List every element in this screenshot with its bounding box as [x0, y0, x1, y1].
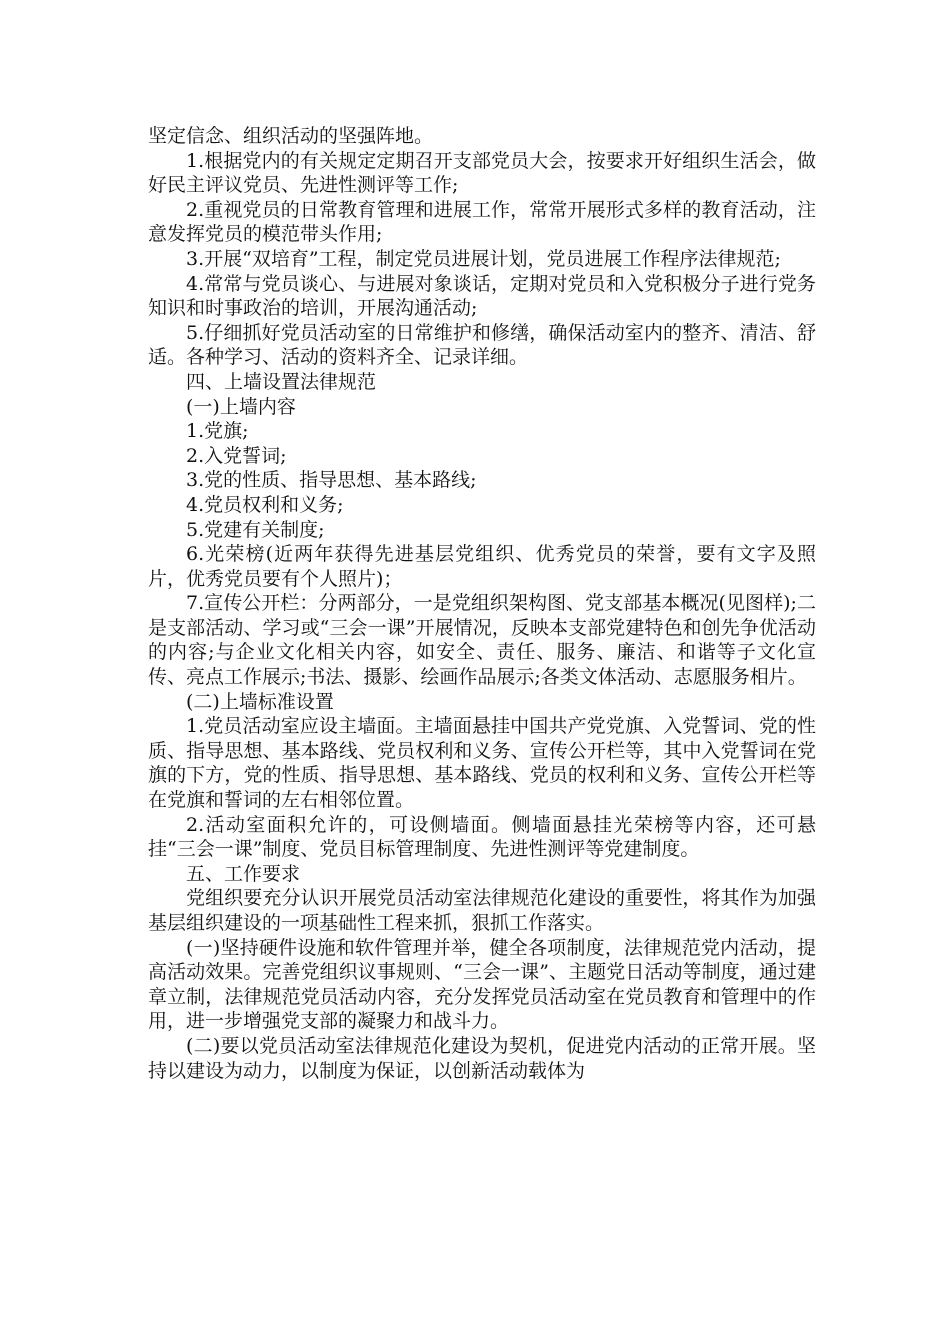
- paragraph-item-5-maintenance: 5.仔细抓好党员活动室的日常维护和修缮，确保活动室内的整齐、清洁、舒适。各种学习、活动的资料齐全、记录详细。: [148, 321, 816, 369]
- list-item-rights-duties: 4.党员权利和义务;: [186, 493, 344, 516]
- list-item-oath: 2.入党誓词;: [186, 444, 287, 467]
- paragraph-item-3-double-training: 3.开展“双培育”工程，制定党员进展计划，党员进展工作程序法律规范;: [186, 247, 781, 270]
- paragraph-requirement-1: (一)坚持硬件设施和软件管理并举，健全各项制度，法律规范党内活动，提高活动效果。完善党组织议事规则、“三会一课”、主题党日活动等制度，通过建章立制，法律规范党员活动内容，充分发挥党员活动室在党员教育和管理中的作用，进一步增强党支部的凝聚力和战斗力。: [148, 936, 816, 1033]
- paragraph-requirement-2: (二)要以党员活动室法律规范化建设为契机，促进党内活动的正常开展。坚持以建设为动力，以制度为保证，以创新活动载体为: [148, 1034, 816, 1082]
- paragraph-side-wall: 2.活动室面积允许的，可设侧墙面。侧墙面悬挂光荣榜等内容，还可悬挂“三会一课”制度、党员目标管理制度、先进性测评等党建制度。: [148, 813, 816, 861]
- paragraph-main-wall: 1.党员活动室应设主墙面。主墙面悬挂中国共产党党旗、入党誓词、党的性质、指导思想、基本路线、党员权利和义务、宣传公开栏等，其中入党誓词在党旗的下方，党的性质、指导思想、基本路线、党员的权利和义务、宣传公开栏等在党旗和誓词的左右相邻位置。: [148, 715, 816, 812]
- document-page: [148, 124, 816, 1083]
- paragraph-item-1-meetings: 1.根据党内的有关规定定期召开支部党员大会，按要求开好组织生活会，做好民主评议党员、先进性测评等工作;: [148, 149, 816, 197]
- list-item-honor-roll: 6.光荣榜(近两年获得先进基层党组织、优秀党员的荣誉，要有文字及照片，优秀党员要有个人照片)；: [148, 543, 816, 590]
- section-heading-wall-setup: 四、上墙设置法律规范: [186, 370, 377, 393]
- paragraph-item-2-education: 2.重视党员的日常教育管理和进展工作，常常开展形式多样的教育活动，注意发挥党员的模范带头作用;: [148, 198, 816, 246]
- section-heading-work-requirements: 五、工作要求: [186, 862, 301, 885]
- list-item-party-flag: 1.党旗;: [186, 420, 249, 443]
- paragraph-intro-continuation: 坚定信念、组织活动的坚强阵地。: [148, 125, 434, 147]
- subsection-heading-standard-setup: (二)上墙标准设置: [186, 690, 334, 713]
- paragraph-importance: 党组织要充分认识开展党员活动室法律规范化建设的重要性，将其作为加强基层组织建设的一项基础性工程来抓，狠抓工作落实。: [148, 887, 816, 934]
- subsection-heading-wall-content: (一)上墙内容: [186, 395, 296, 418]
- paragraph-item-4-talks: 4.常常与党员谈心、与进展对象谈话，定期对党员和入党积极分子进行党务知识和时事政治的培训，开展沟通活动;: [148, 272, 816, 320]
- list-item-publicity-board: 7.宣传公开栏：分两部分，一是党组织架构图、党支部基本概况(见图样);二是支部活动、学习或“三会一课”开展情况，反映本支部党建特色和创先争优活动的内容;与企业文化相关内容，如安全、责任、服务、廉洁、和谐等子文化宣传、亮点工作展示;书法、摄影、绘画作品展示;各类文体活动、志愿服务相片。: [148, 592, 816, 689]
- list-item-systems: 5.党建有关制度;: [186, 518, 325, 541]
- list-item-nature-guidance: 3.党的性质、指导思想、基本路线;: [186, 469, 477, 492]
